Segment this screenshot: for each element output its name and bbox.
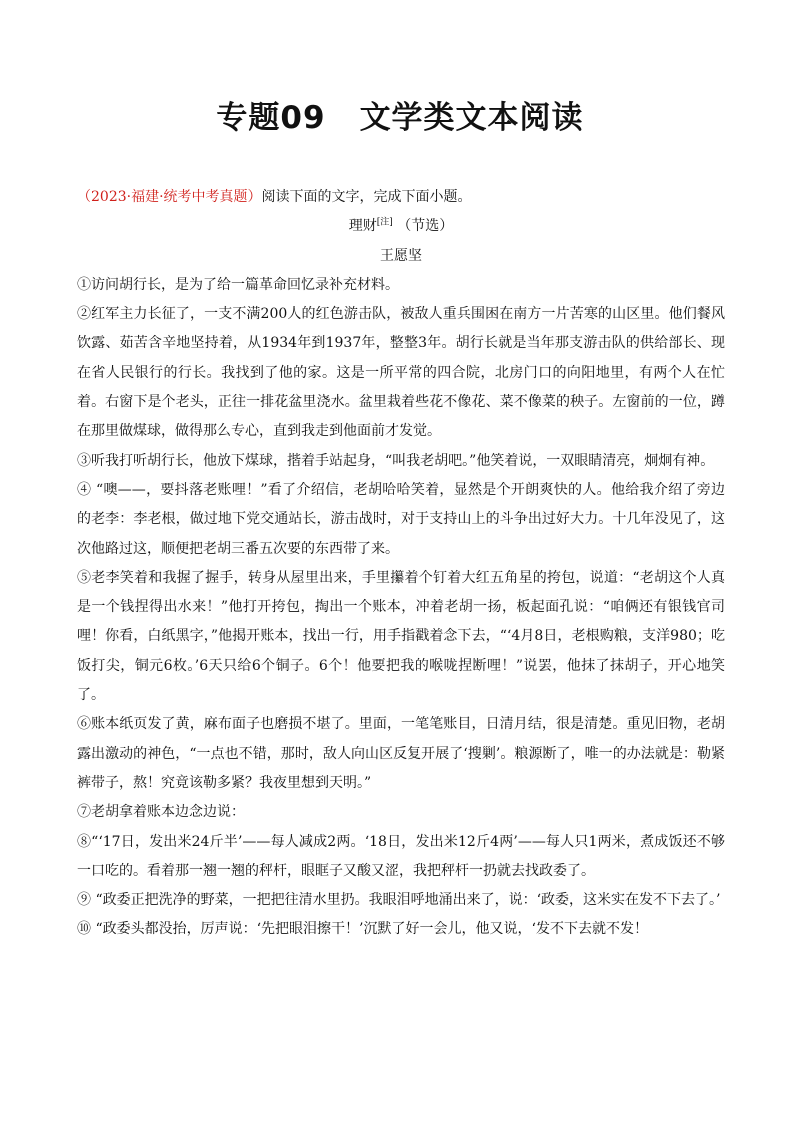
paragraph: ①访问胡行长，是为了给一篇革命回忆录补充材料。 bbox=[77, 276, 399, 293]
paragraph: ⑤老李笑着和我握了握手，转身从屋里出来，手里攥着个钉着大红五角星的挎包，说道：“老胡这个人真是一个钱捏得出水来！”他打开挎包，掏出一个账本，冲着老胡一扬，板起面孔说：“咱俩还有银钱官司哩！你看，白纸黑字，”他揭开账本，找出一行，用手指戳着念下去，“‘4月8日，老根购粮，支洋980；吃饭打尖，铜元6枚。’6天只给6个铜子。6个！他要把我的喉咙捏断哩！”说罢，他抹了抹胡子，开心地笑了。 bbox=[77, 569, 725, 704]
paragraph: ④ “噢——，要抖落老账哩！”看了介绍信，老胡哈哈笑着，显然是个开朗爽快的人。他给我介绍了旁边的老李：李老根，做过地下党交通站长，游击战时，对于支持山上的斗争出过好大力。十几年没见了，这次他路过这，顺便把老胡三番五次要的东西带了来。 bbox=[77, 481, 725, 557]
paragraph: ⑦老胡拿着账本边念边说： bbox=[77, 804, 245, 821]
paragraph: ②红军主力长征了，一支不满200人的红色游击队，被敌人重兵围困在南方一片苦寒的山区里。他们餐风饮露、茹苦含辛地坚持着，从1934年到1937年，整整3年。胡行长就是当年那支游击队的供给部长、现在省人民银行的行长。我找到了他的家。这是一所平常的四合院，北房门口的向阳地里，有两个人在忙着。右窗下是个老头，正往一排花盆里浇水。盆里栽着些花不像花、菜不像菜的秧子。左窗前的一位，蹲在那里做煤球，做得那么专心，直到我走到他面前才发觉。 bbox=[77, 306, 725, 440]
title-number: 专题09 bbox=[216, 100, 326, 136]
exam-source-label: （2023·福建·统考中考真题） bbox=[77, 189, 262, 205]
page-title bbox=[0, 96, 800, 140]
instruction-text: 阅读下面的文字，完成下面小题。 bbox=[261, 189, 472, 205]
footnote-mark: [注] bbox=[376, 217, 393, 228]
question-intro bbox=[77, 183, 725, 212]
paragraph: ⑨ “政委正把洗净的野菜，一把把往清水里扔。我眼泪呼地涌出来了，说：‘政委，这米实在发不下去了。’ bbox=[77, 892, 721, 909]
document-body bbox=[77, 183, 725, 945]
paragraph: ⑩ “政委头都没抬，厉声说：‘先把眼泪擦干！’沉默了好一会儿，他又说，‘发不下去就不发！ bbox=[77, 921, 648, 938]
paragraph: ⑥账本纸页发了黄，麻布面子也磨损不堪了。里面，一笔笔账目，日清月结，很是清楚。重见旧物，老胡露出激动的神色，“一点也不错，那时，敌人向山区反复开展了‘搜剿’。粮源断了，唯一的办法就是：勒紧裤带子，熬！究竟该勒多紧？我夜里想到天明。” bbox=[77, 716, 725, 791]
paragraph: ⑧“‘17日，发出米24斤半’——每人减成2两。‘18日，发出米12斤4两’——每人只1两米，煮成饭还不够一口吃的。看着那一翘一翘的秤杆，眼眶子又酸又涩，我把秤杆一扔就去找政委了。 bbox=[77, 833, 725, 879]
article-title-text: 理财 bbox=[348, 218, 377, 235]
paragraph: ③听我打听胡行长，他放下煤球，揩着手站起身，“叫我老胡吧。”他笑着说，一双眼睛清亮，炯炯有神。 bbox=[77, 452, 715, 469]
article-author: 王愿坚 bbox=[380, 247, 422, 264]
title-name: 文学类文本阅读 bbox=[359, 100, 584, 136]
article-subtitle: （节选） bbox=[397, 218, 454, 235]
article-title bbox=[77, 212, 725, 241]
